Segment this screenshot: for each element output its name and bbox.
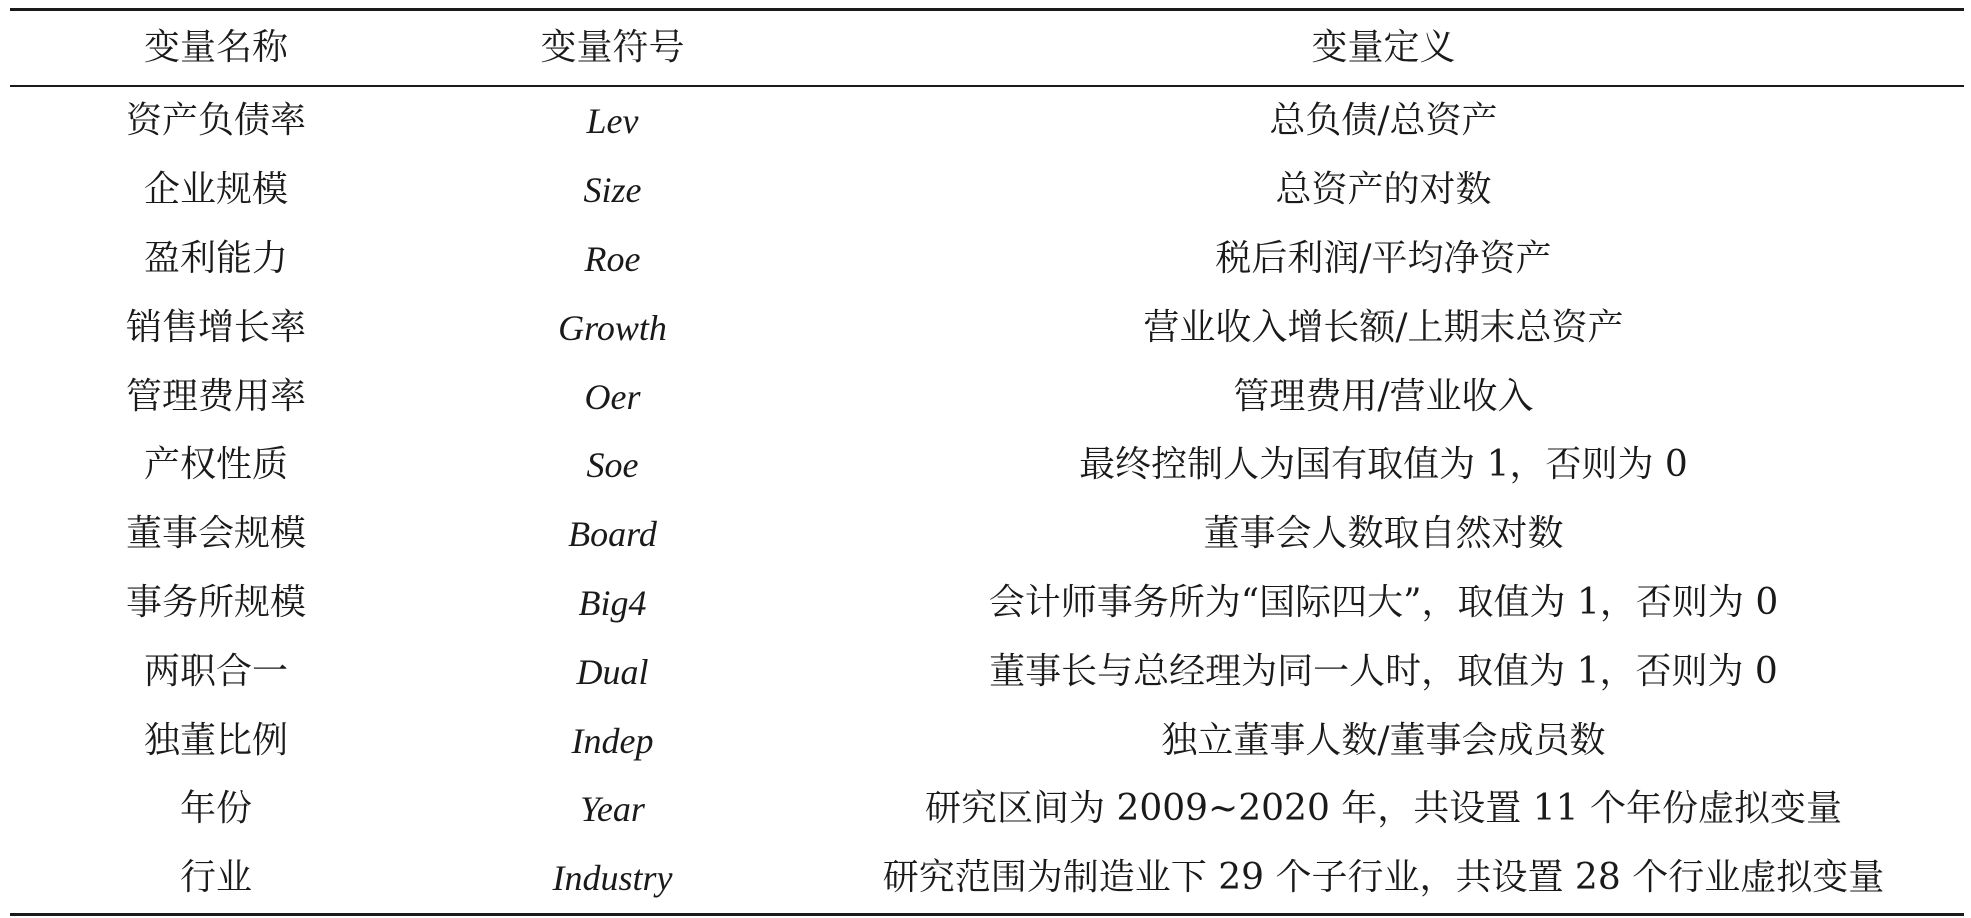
row-variable-definition: 研究范围为制造业下 29 个子行业，共设置 28 个行业虚拟变量 <box>882 857 1885 899</box>
row-variable-name: 两职合一 <box>143 650 288 692</box>
row-variable-symbol: Oer <box>584 376 641 417</box>
row-variable-name: 年份 <box>179 788 252 830</box>
table-row <box>10 775 1964 844</box>
row-variable-definition: 总负债/总资产 <box>1269 100 1498 142</box>
row-variable-definition: 最终控制人为国有取值为 1，否则为 0 <box>1079 444 1688 486</box>
variable-definition-table <box>10 8 1964 916</box>
row-variable-definition: 会计师事务所为“国际四大”，取值为 1，否则为 0 <box>988 581 1779 623</box>
table-row <box>10 362 1964 431</box>
row-variable-definition: 营业收入增长额/上期末总资产 <box>1143 306 1624 348</box>
row-variable-name: 产权性质 <box>143 444 288 486</box>
row-variable-definition: 税后利润/平均净资产 <box>1215 237 1552 279</box>
table-row <box>10 225 1964 294</box>
row-variable-symbol: Size <box>583 170 642 211</box>
row-variable-name: 董事会规模 <box>125 513 306 555</box>
table-row <box>10 293 1964 362</box>
row-variable-name: 行业 <box>179 857 252 899</box>
row-variable-symbol: Soe <box>586 445 639 486</box>
table-row <box>10 87 1964 156</box>
row-variable-symbol: Board <box>568 514 657 555</box>
header-variable-symbol: 变量符号 <box>540 27 685 68</box>
row-variable-name: 管理费用率 <box>125 375 306 417</box>
row-variable-symbol: Dual <box>576 651 649 692</box>
row-variable-definition: 总资产的对数 <box>1275 169 1492 211</box>
row-variable-symbol: Big4 <box>578 582 647 623</box>
row-variable-symbol: Growth <box>558 307 667 348</box>
table-row <box>10 844 1964 913</box>
table-row <box>10 431 1964 500</box>
row-variable-symbol: Industry <box>552 858 673 899</box>
row-variable-symbol: Indep <box>571 720 654 761</box>
row-variable-definition: 研究区间为 2009~2020 年，共设置 11 个年份虚拟变量 <box>925 788 1842 830</box>
table-row <box>10 637 1964 706</box>
row-variable-definition: 董事长与总经理为同一人时，取值为 1，否则为 0 <box>989 650 1778 692</box>
row-variable-name: 资产负债率 <box>125 100 306 142</box>
header-variable-name: 变量名称 <box>143 27 288 68</box>
row-variable-definition: 管理费用/营业收入 <box>1233 375 1534 417</box>
row-variable-name: 销售增长率 <box>125 306 306 348</box>
row-variable-definition: 独立董事人数/董事会成员数 <box>1161 719 1606 761</box>
row-variable-symbol: Year <box>580 789 645 830</box>
row-variable-name: 事务所规模 <box>125 581 306 623</box>
row-variable-symbol: Lev <box>586 101 639 142</box>
table-bottom-rule <box>10 913 1964 916</box>
table-header-row <box>10 11 1964 85</box>
row-variable-name: 独董比例 <box>143 719 288 761</box>
row-variable-name: 企业规模 <box>143 169 288 211</box>
table-row <box>10 156 1964 225</box>
table-body <box>10 87 1964 913</box>
row-variable-symbol: Roe <box>584 238 641 279</box>
table-row <box>10 569 1964 638</box>
table-row <box>10 706 1964 775</box>
row-variable-name: 盈利能力 <box>143 237 288 279</box>
table-row <box>10 500 1964 569</box>
row-variable-definition: 董事会人数取自然对数 <box>1203 513 1564 555</box>
header-variable-definition: 变量定义 <box>1311 27 1456 68</box>
